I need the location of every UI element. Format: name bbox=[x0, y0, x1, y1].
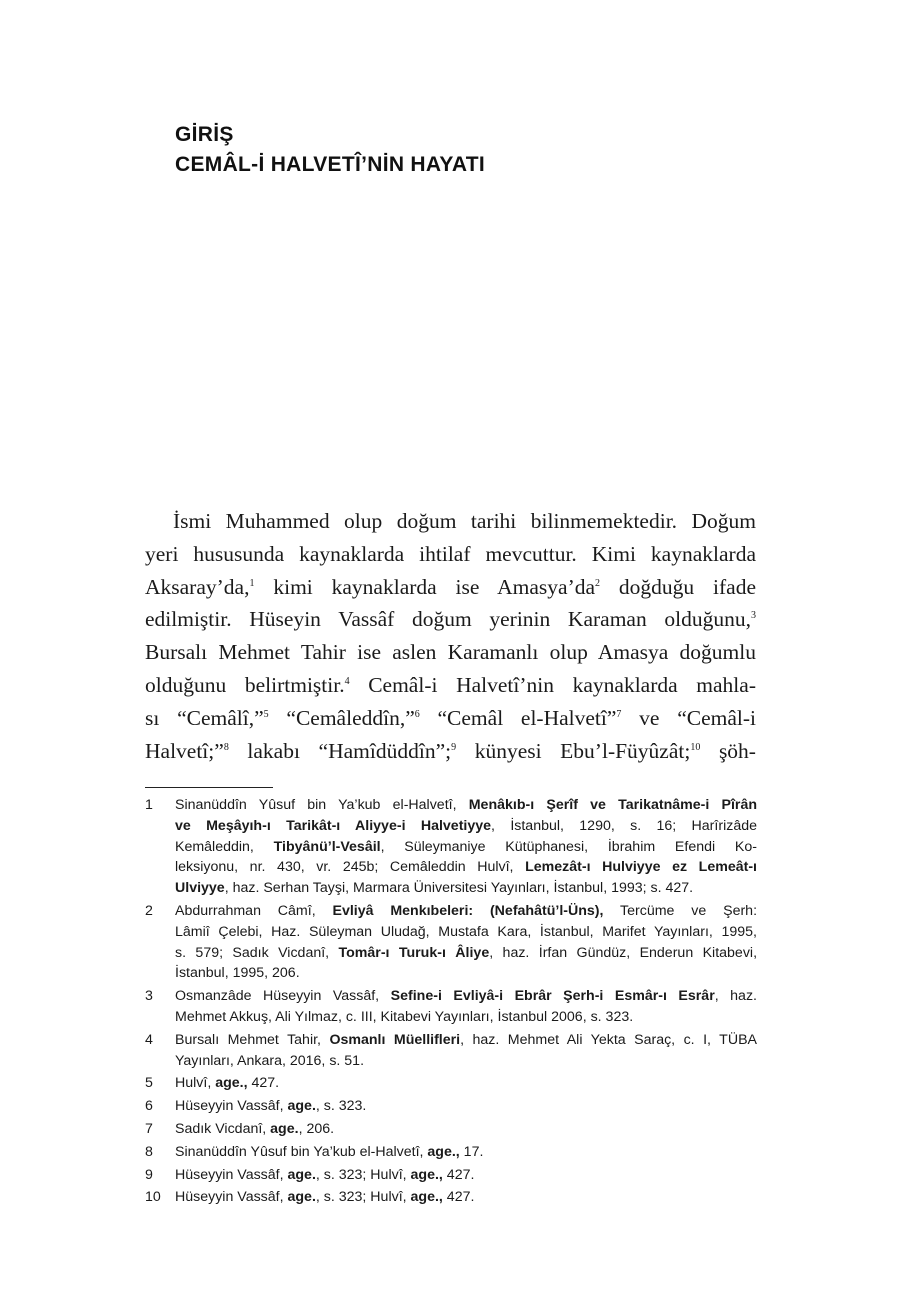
footnote-item: 1 Sinanüddîn Yûsuf bin Ya’kub el-Halvetî, Menâkıb-ı Şerîf ve Tarikatnâme-i Pîrân ve Meşâyıh-ı Tarikât-ı Aliyye-i Halvetiyye, İstanbul, 1290, s. 16; Harîrizâde Kemâleddin, Tibyânü’l-Vesâil, Süleymaniye Kütüphanesi, İbrahim Efendi Ko- leksiyonu, nr. 430, vr. 245b; Cemâleddin Hulvî, Lemezât-ı Hulviyye ez Lemeât-ı Ulviyye, haz. Serhan Tayşi, Marmara Üniversitesi Yayınları, İstanbul, 1993; s. 427. bbox=[145, 797, 758, 897]
paragraph-line: edilmiştir. Hüseyin Vassâf doğum yerinin Karaman olduğunu,$^3$ bbox=[145, 607, 756, 632]
chapter-subtitle: CEMÂL-İ HALVETÎ’NİN HAYATI bbox=[175, 153, 485, 176]
footnote-number: 3 bbox=[145, 988, 153, 1005]
chapter-heading bbox=[175, 120, 485, 180]
footnote-item: 5 Hulvî, age., 427. bbox=[145, 1073, 757, 1094]
footnote-number: 5 bbox=[145, 1075, 153, 1092]
footnote-ref[interactable]: 6 bbox=[414, 708, 420, 720]
footnote-number: 10 bbox=[145, 1189, 161, 1206]
paragraph-line: olduğunu belirtmiştir.$^4$ Cemâl-i Halvetî’nin kaynaklarda mahla- bbox=[145, 672, 756, 697]
footnote-item: 9 Hüseyyin Vassâf, age., s. 323; Hulvî, age., 427. bbox=[145, 1165, 757, 1186]
footnotes bbox=[145, 795, 757, 1210]
footnote-item: 7 Sadık Vicdanî, age., 206. bbox=[145, 1119, 757, 1140]
paragraph-line: Bursalı Mehmet Tahir ise aslen Karamanlı olup Amasya doğumlu bbox=[145, 640, 756, 665]
footnote-ref[interactable]: 10 bbox=[690, 741, 701, 753]
footnote-item: 8 Sinanüddîn Yûsuf bin Ya’kub el-Halvetî, age., 17. bbox=[145, 1142, 757, 1163]
footnote-item: 6 Hüseyyin Vassâf, age., s. 323. bbox=[145, 1096, 757, 1117]
paragraph-line: Halvetî;”$^8$ lakabı “Hamîdüddîn”;$^9$ künyesi Ebu’l-Füyûzât;$^{10}$ şöh- bbox=[145, 738, 756, 763]
footnote-number: 4 bbox=[145, 1031, 153, 1048]
paragraph-line: yeri hususunda kaynaklarda ihtilaf mevcuttur. Kimi kaynaklarda bbox=[145, 541, 756, 566]
footnote-divider bbox=[145, 787, 273, 788]
paragraph-line: İsmi Muhammed olup doğum tarihi bilinmemektedir. Doğum bbox=[173, 509, 756, 533]
footnote-ref[interactable]: 9 bbox=[451, 741, 457, 753]
footnote-item: 3 Osmanzâde Hüseyyin Vassâf, Sefine-i Evliyâ-i Ebrâr Şerh-i Esmâr-ı Esrâr, haz. Mehmet Akkuş, Ali Yılmaz, c. III, Kitabevi Yayınları, İstanbul 2006, s. 323. bbox=[145, 988, 757, 1025]
footnote-number: 2 bbox=[145, 902, 153, 919]
chapter-title: GİRİŞ bbox=[175, 123, 234, 146]
footnote-ref[interactable]: 7 bbox=[616, 708, 622, 720]
footnote-item: 4 Bursalı Mehmet Tahir, Osmanlı Müellifleri, haz. Mehmet Ali Yekta Saraç, c. I, TÜBA Yayınları, Ankara, 2016, s. 51. bbox=[145, 1031, 757, 1069]
footnote-ref[interactable]: 5 bbox=[263, 708, 269, 720]
footnote-number: 9 bbox=[145, 1166, 153, 1183]
footnote-number: 7 bbox=[145, 1120, 153, 1137]
paragraph-line: sı “Cemâlî,”$^5$ “Cemâleddîn,”$^6$ “Cemâl el-Halvetî”$^7$ ve “Cemâl-i bbox=[145, 705, 757, 730]
footnote-item: 10 Hüseyyin Vassâf, age., s. 323; Hulvî, age., 427. bbox=[145, 1187, 757, 1208]
main-paragraph bbox=[145, 505, 756, 767]
footnote-item: 2 Abdurrahman Câmî, Evliyâ Menkıbeleri: (Nefahâtü’l-Üns), Tercüme ve Şerh: Lâmiî Çelebi, Haz. Süleyman Uludağ, Mustafa Kara, İstanbul, Marifet Yayınları, 1995, s. 579; Sadık Vicdanî, Tomâr-ı Turuk-ı Âliye, haz. İrfan Gündüz, Enderun Kitabevi, İstanbul, 1995, 206. bbox=[145, 902, 758, 982]
footnote-ref[interactable]: 3 bbox=[751, 610, 756, 622]
paragraph-line: Aksaray’da,$^1$ kimi kaynaklarda ise $Amasya’da^2$ doğduğu ifade bbox=[145, 574, 757, 599]
footnote-number: 8 bbox=[145, 1143, 153, 1160]
footnote-ref[interactable]: 2 bbox=[595, 577, 601, 589]
footnote-ref[interactable]: 8 bbox=[223, 741, 229, 753]
footnote-ref[interactable]: 1 bbox=[249, 577, 255, 589]
footnote-number: 1 bbox=[145, 797, 153, 813]
footnote-number: 6 bbox=[145, 1098, 153, 1115]
footnote-ref[interactable]: 4 bbox=[344, 675, 350, 687]
